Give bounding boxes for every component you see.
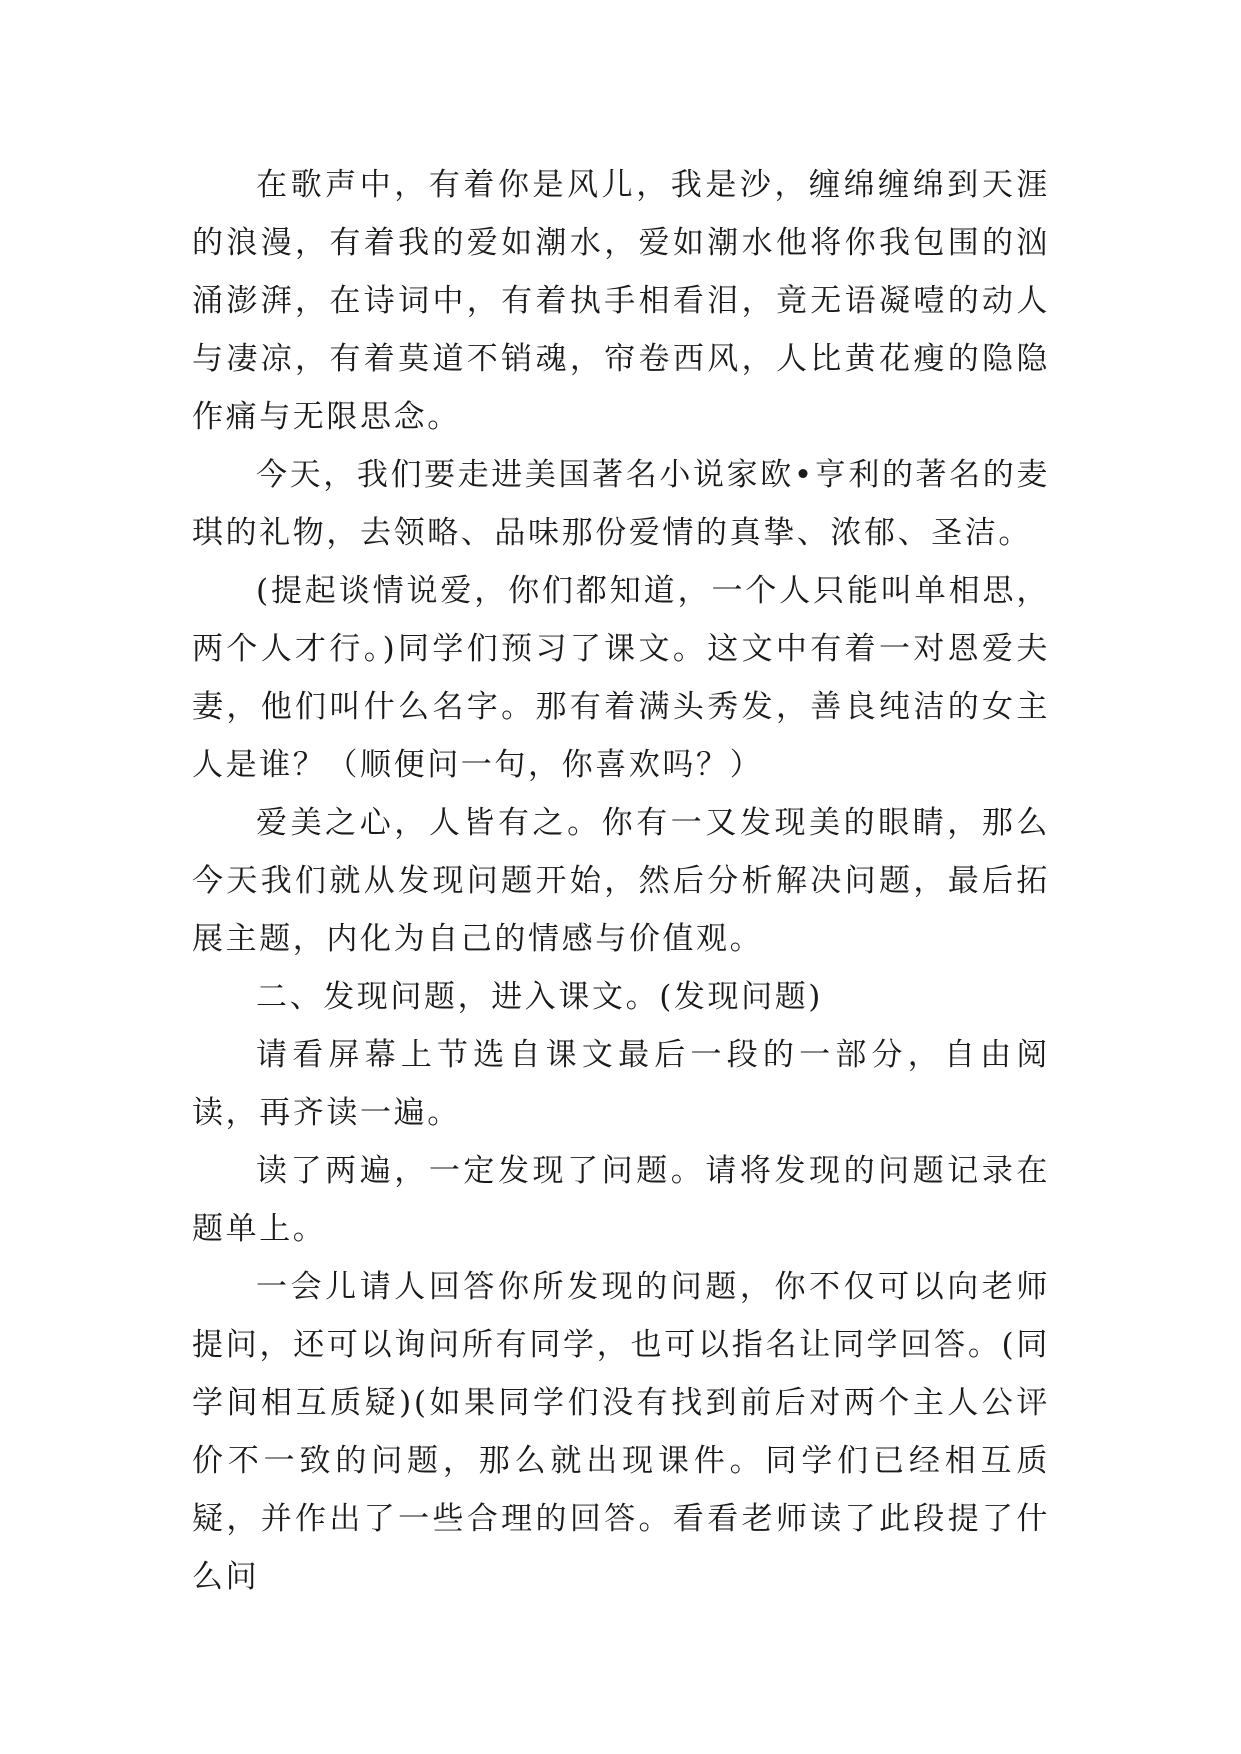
paragraph-1: 在歌声中，有着你是风儿，我是沙，缠绵缠绵到天涯的浪漫，有着我的爱如潮水，爱如潮水他将你我包围的汹涌澎湃，在诗词中，有着执手相看泪，竟无语凝噎的动人与凄凉，有着莫道不销魂，帘卷西风，人比黄花瘦的隐隐作痛与无限思念。: [192, 167, 1050, 435]
paragraph-6: 读了两遍，一定发现了问题。请将发现的问题记录在题单上。: [192, 1153, 1050, 1247]
paragraph-3: (提起谈情说爱，你们都知道，一个人只能叫单相思，两个人才行。)同学们预习了课文。这文中有着一对恩爱夫妻，他们叫什么名字。那有着满头秀发，善良纯洁的女主人是谁？（顺便问一句，你喜欢吗？）: [192, 573, 1050, 783]
paragraph-7: 一会儿请人回答你所发现的问题，你不仅可以向老师提问，还可以询问所有同学，也可以指名让同学回答。(同学间相互质疑)(如果同学们没有找到前后对两个主人公评价不一致的问题，那么就出现课件。同学们已经相互质疑，并作出了一些合理的回答。看看老师读了此段提了什么问: [192, 1269, 1050, 1595]
paragraph-5: 请看屏幕上节选自课文最后一段的一部分，自由阅读，再齐读一遍。: [192, 1037, 1050, 1131]
document-body: [192, 156, 1050, 1606]
paragraph-4: 爱美之心，人皆有之。你有一又发现美的眼睛，那么今天我们就从发现问题开始，然后分析解决问题，最后拓展主题，内化为自己的情感与价值观。: [192, 805, 1050, 957]
section-heading: 二、发现问题，进入课文。(发现问题): [256, 979, 823, 1015]
paragraph-2: 今天，我们要走进美国著名小说家欧•亨利的著名的麦琪的礼物，去领略、品味那份爱情的真挚、浓郁、圣洁。: [192, 457, 1050, 551]
